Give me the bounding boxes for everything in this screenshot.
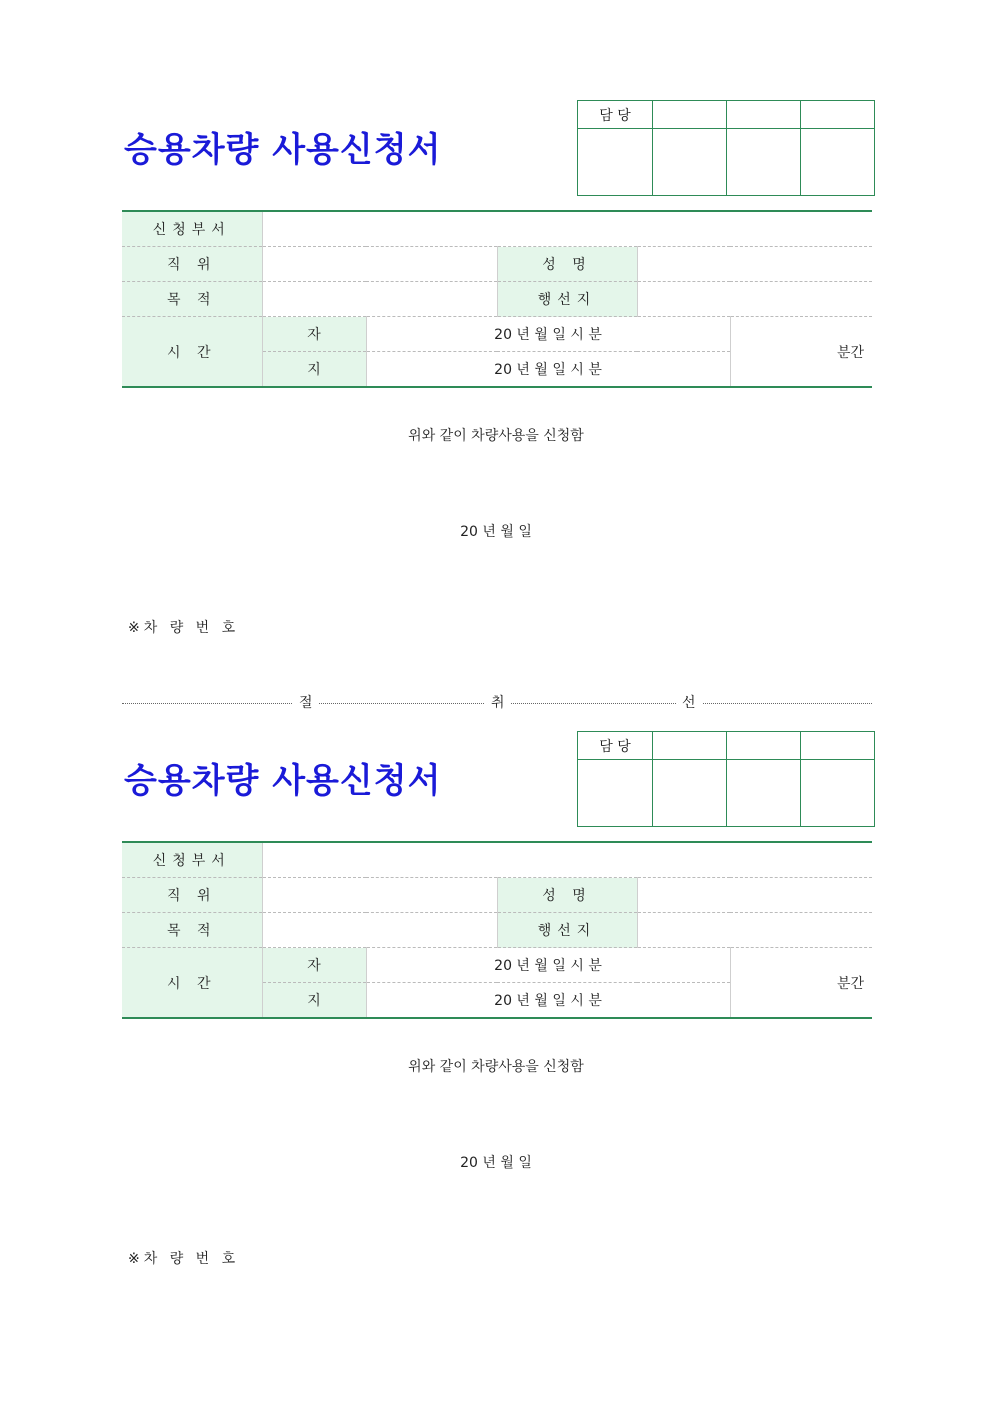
name-label: 성 명 <box>497 247 637 282</box>
department-field[interactable] <box>262 211 872 247</box>
cut-line-char: 절 <box>293 692 319 712</box>
approval-cell[interactable] <box>801 101 875 129</box>
signature-cell[interactable] <box>801 129 875 196</box>
duration-field[interactable]: 분간 <box>730 948 872 1019</box>
approval-label: 담 당 <box>578 101 653 129</box>
destination-label: 행선지 <box>497 282 637 317</box>
time-from-field[interactable]: 20 년 월 일 시 분 <box>366 317 730 352</box>
date-line: 20 년 월 일 <box>460 524 532 540</box>
statement-text: 위와 같이 차량사용을 신청함 <box>408 1059 584 1075</box>
position-label: 직 위 <box>122 247 262 282</box>
application-table <box>122 210 872 388</box>
name-field[interactable] <box>637 247 872 282</box>
approval-label: 담 당 <box>578 732 653 760</box>
destination-label: 행선지 <box>497 913 637 948</box>
name-label: 성 명 <box>497 878 637 913</box>
approval-box <box>577 731 875 827</box>
signature-cell[interactable] <box>727 129 801 196</box>
department-field[interactable] <box>262 842 872 878</box>
position-field[interactable] <box>262 878 497 913</box>
position-label: 직 위 <box>122 878 262 913</box>
vehicle-number-label: ※차 량 번 호 <box>128 1251 240 1267</box>
time-label: 시 간 <box>122 317 262 388</box>
statement-text: 위와 같이 차량사용을 신청함 <box>408 428 584 444</box>
form-title: 승용차량 사용신청서 <box>124 130 442 170</box>
signature-cell[interactable] <box>653 760 727 827</box>
signature-cell[interactable] <box>801 760 875 827</box>
approval-cell[interactable] <box>653 101 727 129</box>
form-title: 승용차량 사용신청서 <box>124 761 442 801</box>
vehicle-number-label: ※차 량 번 호 <box>128 620 240 636</box>
time-from-label: 자 <box>262 948 366 983</box>
department-label: 신청부서 <box>122 211 262 247</box>
purpose-field[interactable] <box>262 282 497 317</box>
time-from-label: 자 <box>262 317 366 352</box>
time-to-label: 지 <box>262 983 366 1019</box>
time-label: 시 간 <box>122 948 262 1019</box>
approval-cell[interactable] <box>727 732 801 760</box>
position-field[interactable] <box>262 247 497 282</box>
purpose-label: 목 적 <box>122 913 262 948</box>
cut-line-char: 선 <box>676 692 702 712</box>
time-to-label: 지 <box>262 352 366 388</box>
approval-cell[interactable] <box>801 732 875 760</box>
signature-cell[interactable] <box>653 129 727 196</box>
approval-box <box>577 100 875 196</box>
approval-cell[interactable] <box>727 101 801 129</box>
destination-field[interactable] <box>637 913 872 948</box>
application-table <box>122 841 872 1019</box>
destination-field[interactable] <box>637 282 872 317</box>
cut-line-char: 취 <box>485 692 511 712</box>
purpose-label: 목 적 <box>122 282 262 317</box>
signature-cell[interactable] <box>578 760 653 827</box>
name-field[interactable] <box>637 878 872 913</box>
duration-field[interactable]: 분간 <box>730 317 872 388</box>
date-line: 20 년 월 일 <box>460 1155 532 1171</box>
approval-cell[interactable] <box>653 732 727 760</box>
time-to-field[interactable]: 20 년 월 일 시 분 <box>366 352 730 388</box>
signature-cell[interactable] <box>727 760 801 827</box>
time-to-field[interactable]: 20 년 월 일 시 분 <box>366 983 730 1019</box>
signature-cell[interactable] <box>578 129 653 196</box>
department-label: 신청부서 <box>122 842 262 878</box>
purpose-field[interactable] <box>262 913 497 948</box>
time-from-field[interactable]: 20 년 월 일 시 분 <box>366 948 730 983</box>
